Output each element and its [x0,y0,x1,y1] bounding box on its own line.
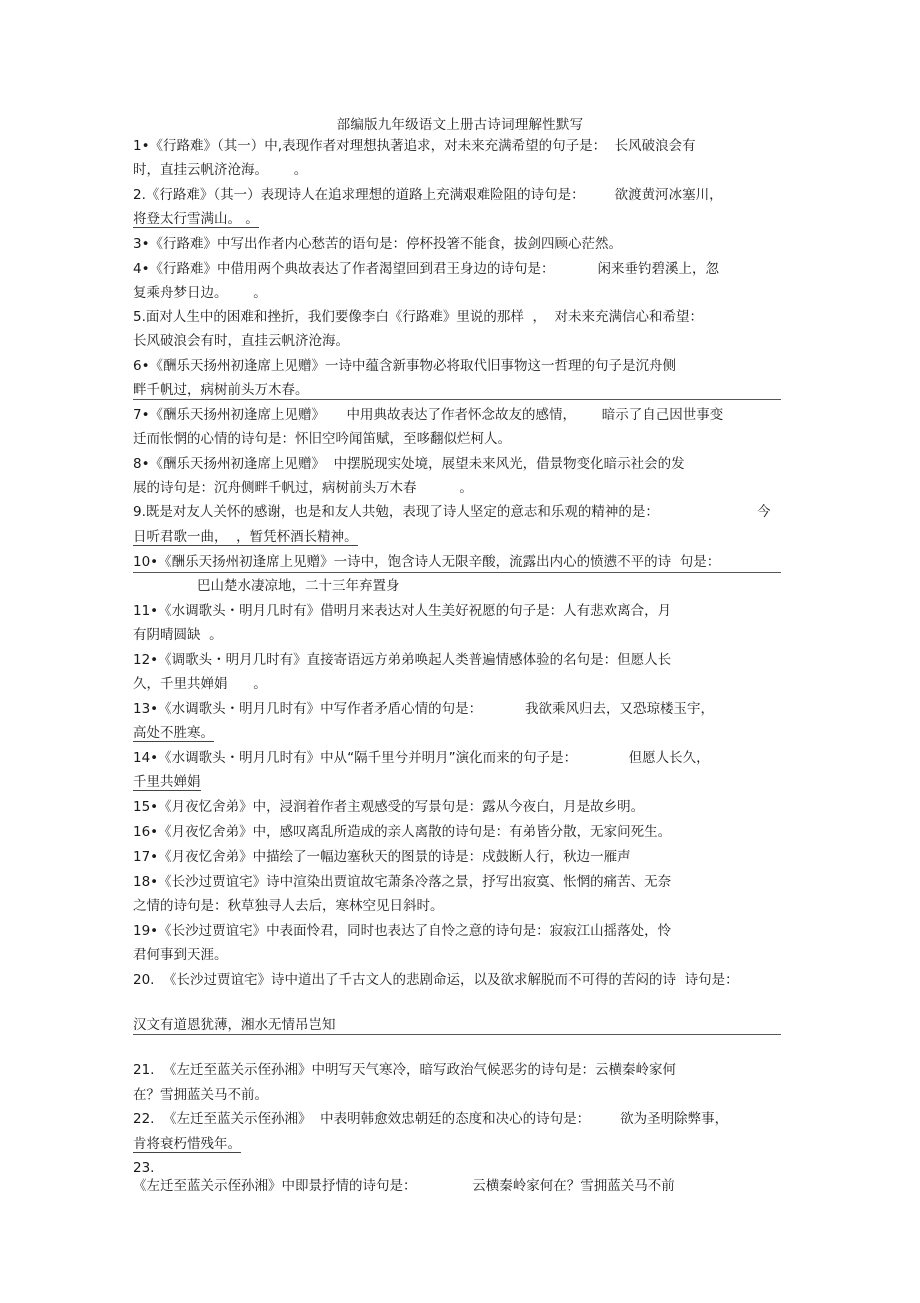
text-line: 13•《水调歌头・明月几时有》中写作者矛盾心情的句是： 我欲乘风归去，又恐琼楼玉宇， [133,701,715,717]
text-line: 迁而怅惘的心情的诗句是：怀旧空吟闻笛赋，至哆翻似烂柯人。 [133,431,511,447]
section-divider [133,1034,781,1035]
text-line: 汉文有道恩犹薄，湘水无情吊岂知 [133,1017,336,1033]
text-line: 9.既是对友人关怀的感谢，也是和友人共勉，表现了诗人坚定的意志和乐观的精神的是： [133,504,659,520]
text-line: 君何事到天涯。 [133,947,228,963]
text-line: 20. 《长沙过贾谊宅》诗中道出了千古文人的悲剧命运，以及欲求解脱而不可得的苦闷的诗 诗句是： [133,972,739,988]
text-line: 5.面对人生中的困难和挫折，我们要像李白《行路难》里说的那样 ， 对未来充满信心和希望： [133,309,704,325]
text-line: 4•《行路难》中借用两个典故表达了作者渴望回到君王身边的诗句是： 闲来垂钓碧溪上，忽 [133,261,719,277]
underlined-answer: 千里共婵娟 [133,774,201,790]
text-line [133,1135,783,1153]
text-line: 8•《酬乐天扬州初逢席上见赠》 中摆脱现实处境，展望未来风光，借景物变化暗示社会的发 [133,456,685,472]
text-line: 《左迁至蓝关示侄孙湘》中即景抒情的诗句是： 云横秦岭家何在？雪拥蓝关马不前 [133,1178,675,1194]
text-line: 有阴晴圆缺 。 [133,627,223,643]
text-line: 久，千里共婵娟 。 [133,676,267,692]
underlined-answer: 高处不胜寒。 [133,725,214,741]
text-line: 6•《酬乐天扬州初逢席上见赠》一诗中蕴含新事物必将取代旧事物这一哲理的句子是沉舟侧 [133,358,677,374]
text-line: 长风破浪会有时，直挂云帆济沧海。 [133,333,349,349]
text-line: 15•《月夜忆舍弟》中，浸润着作者主观感受的写景句是：露从今夜白，月是故乡明。 [133,799,645,815]
section-divider [133,399,781,400]
page-title: 部编版九年级语文上册古诗词理解性默写 [336,117,584,133]
underlined-answer: 日听君歌一曲， ，暂凭杯酒长精神。 [133,529,358,545]
underlined-answer: 肯将衰朽惜残年。 [133,1136,241,1152]
text-line: 展的诗句是：沉舟侧畔千帆过，病树前头万木春 。 [133,480,473,496]
text-line: 22. 《左迁至蓝关示侄孙湘》 中表明韩愈效忠朝廷的态度和决心的诗句是： 欲为圣明除弊事， [133,1111,729,1127]
text-line: 19•《长沙过贾谊宅》中表面怜君，同时也表达了自怜之意的诗句是：寂寂江山摇落处，怜 [133,923,672,939]
text-line: 7•《酬乐天扬州初逢席上见赠》 中用典故表达了作者怀念故友的感情， 暗示了自己因世事变 [133,407,724,423]
text-line: 18•《长沙过贾谊宅》诗中渲染出贾谊故宅萧条冷落之景，抒写出寂寞、怅惘的痛苦、无奈 [133,874,672,890]
text-line: 巴山楚水凄凉地，二十三年弃置身 [197,578,400,594]
text-line: 畔千帆过，病树前头万木春。 [133,382,309,398]
text-line: 1•《行路难》（其一）中,表现作者对理想执著追求，对未来充满希望的句子是： 长风破浪会有 [133,138,696,154]
text-line [133,210,783,228]
text-line [133,724,783,742]
text-line: 时，直挂云帆济沧海。 。 [133,162,308,178]
section-divider [133,572,781,573]
text-line: 21. 《左迁至蓝关示侄孙湘》中明写天气寒冷，暗写政治气候恶劣的诗句是：云横秦岭家何 [133,1062,677,1078]
text-line: 14•《水调歌头・明月几时有》中从“隔千里兮并明月”演化而来的句子是： 但愿人长久， [133,750,710,766]
underlined-answer: 将登太行雪满山。 。 [133,211,259,227]
text-fragment: 今 [757,504,771,520]
text-line: 16•《月夜忆舍弟》中，感叹离乱所造成的亲人离散的诗句是：有弟皆分散，无家问死生。 [133,824,672,840]
text-line: 11•《水调歌头・明月几时有》借明月来表达对人生美好祝愿的句子是：人有悲欢离合，月 [133,603,672,619]
text-line: 3•《行路难》中写出作者内心愁苦的语句是：停杯投箸不能食，拔剑四顾心茫然。 [133,236,623,252]
text-line: 之情的诗句是：秋草独寻人去后，寒林空见日斜时。 [133,898,444,914]
text-line: 10•《酬乐天扬州初逢席上见赠》一诗中，饱含诗人无限辛酸，流露出内心的愤懑不平的诗 句是： [133,554,721,570]
text-line: 复乘舟梦日边。 。 [133,285,267,301]
text-line: 在？雪拥蓝关马不前。 [133,1087,268,1103]
text-line: 2.《行路难》（其一）表现诗人在追求理想的道路上充满艰难险阻的诗句是： 欲渡黄河冰塞川， [133,187,723,203]
text-line [133,773,783,791]
text-line [133,528,783,546]
text-line: 12•《调歌头・明月几时有》直接寄语远方弟弟唤起人类普遍情感体验的名句是：但愿人长 [133,652,672,668]
text-line: 17•《月夜忆舍弟》中描绘了一幅边塞秋天的图景的诗是：戍鼓断人行，秋边一雁声 [133,849,631,865]
text-line: 23. [133,1160,155,1176]
